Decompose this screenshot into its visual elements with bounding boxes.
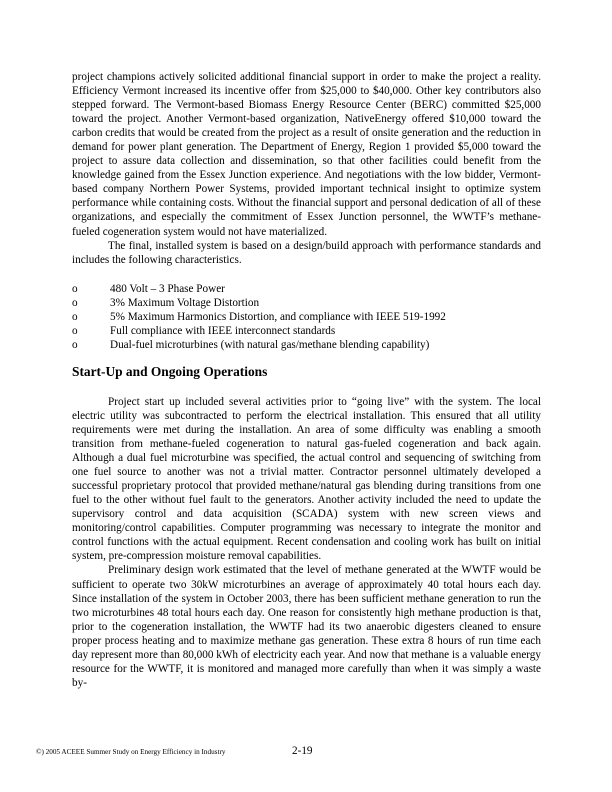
bullet-marker-icon: o	[72, 324, 78, 337]
page-number: 2-19	[292, 745, 313, 757]
list-item: o 480 Volt – 3 Phase Power	[72, 282, 225, 295]
bullet-marker-icon: o	[72, 338, 78, 351]
list-item: o 5% Maximum Harmonics Distortion, and compliance with IEEE 519-1992	[72, 310, 446, 323]
page-body	[72, 70, 541, 690]
list-item: o Full compliance with IEEE interconnect standards	[72, 324, 336, 337]
body-paragraph: The final, installed system is based on a design/build approach with performance standards and includes the following characteristics.	[72, 239, 541, 266]
body-paragraph: Project start up included several activities prior to “going live” with the system. The local electric utility was subcontracted to perform the electrical installation. This ensured that all utility requirements were met during the installation. An area of some difficulty was enabling a smooth transition from methane-fueled cogeneration to natural gas-fueled cogeneration and back again. Although a dual fuel microturbine was specified, the actual control and sequencing of switching from one fuel source to another was not a trivial matter. Contractor personnel ultimately developed a successful proprietary protocol that provided methane/natural gas blending during transitions from one fuel to the other without fuel fault to the generators. Another activity included the need to update the supervisory control and data acquisition (SCADA) system with new screen views and monitoring/control capabilities. Computer programming was necessary to integrate the monitor and control functions with the actual equipment. Recent condensation and cooling work has built on initial system, pre-compression moisture removal capabilities.	[72, 395, 541, 563]
list-item: o 3% Maximum Voltage Distortion	[72, 296, 260, 309]
bullet-marker-icon: o	[72, 296, 78, 309]
section-heading: Start-Up and Ongoing Operations	[72, 363, 268, 379]
page-footer	[36, 745, 576, 762]
footer-copyright: ©) 2005 ACEEE Summer Study on Energy Efficiency in Industry	[36, 748, 226, 756]
characteristics-list	[72, 282, 541, 352]
body-paragraph: project champions actively solicited additional financial support in order to make the project a reality. Efficiency Vermont increased its incentive offer from $25,000 to $40,000. Other key contributors also stepped forward. The Vermont-based Biomass Energy Resource Center (BERC) committed $25,000 toward the project. Another Vermont-based organization, NativeEnergy offered $10,000 toward the carbon credits that would be created from the project as a result of onsite generation and the reduction in demand for power plant generation. The Department of Energy, Region 1 provided $5,000 toward the project to assure data collection and dissemination, so that other facilities could benefit from the knowledge gained from the Essex Junction experience. And negotiations with the low bidder, Vermont-based company Northern Power Systems, provided important technical insight to optimize system performance while containing costs. Without the financial support and personal dedication of all of these organizations, and especially the commitment of Essex Junction personnel, the WWTF’s methane-fueled cogeneration system would not have materialized.	[72, 71, 541, 238]
list-item: o Dual-fuel microturbines (with natural gas/methane blending capability)	[72, 338, 430, 351]
body-paragraph: Preliminary design work estimated that the level of methane generated at the WWTF would be sufficient to operate two 30kW microturbines an average of approximately 40 total hours each day. Since installation of the system in October 2003, there has been sufficient methane generation to run the two microturbines 48 total hours each day. One reason for consistently high methane production is that, prior to the cogeneration installation, the WWTF had its two anaerobic digesters cleaned to ensure proper process heating and to maximize methane gas generation. These extra 8 hours of run time each day represent more than 80,000 kWh of electricity each year. And now that methane is a valuable energy resource for the WWTF, it is monitored and managed more carefully than when it was simply a waste by-	[72, 564, 541, 689]
bullet-marker-icon: o	[72, 282, 78, 295]
bullet-marker-icon: o	[72, 310, 78, 323]
